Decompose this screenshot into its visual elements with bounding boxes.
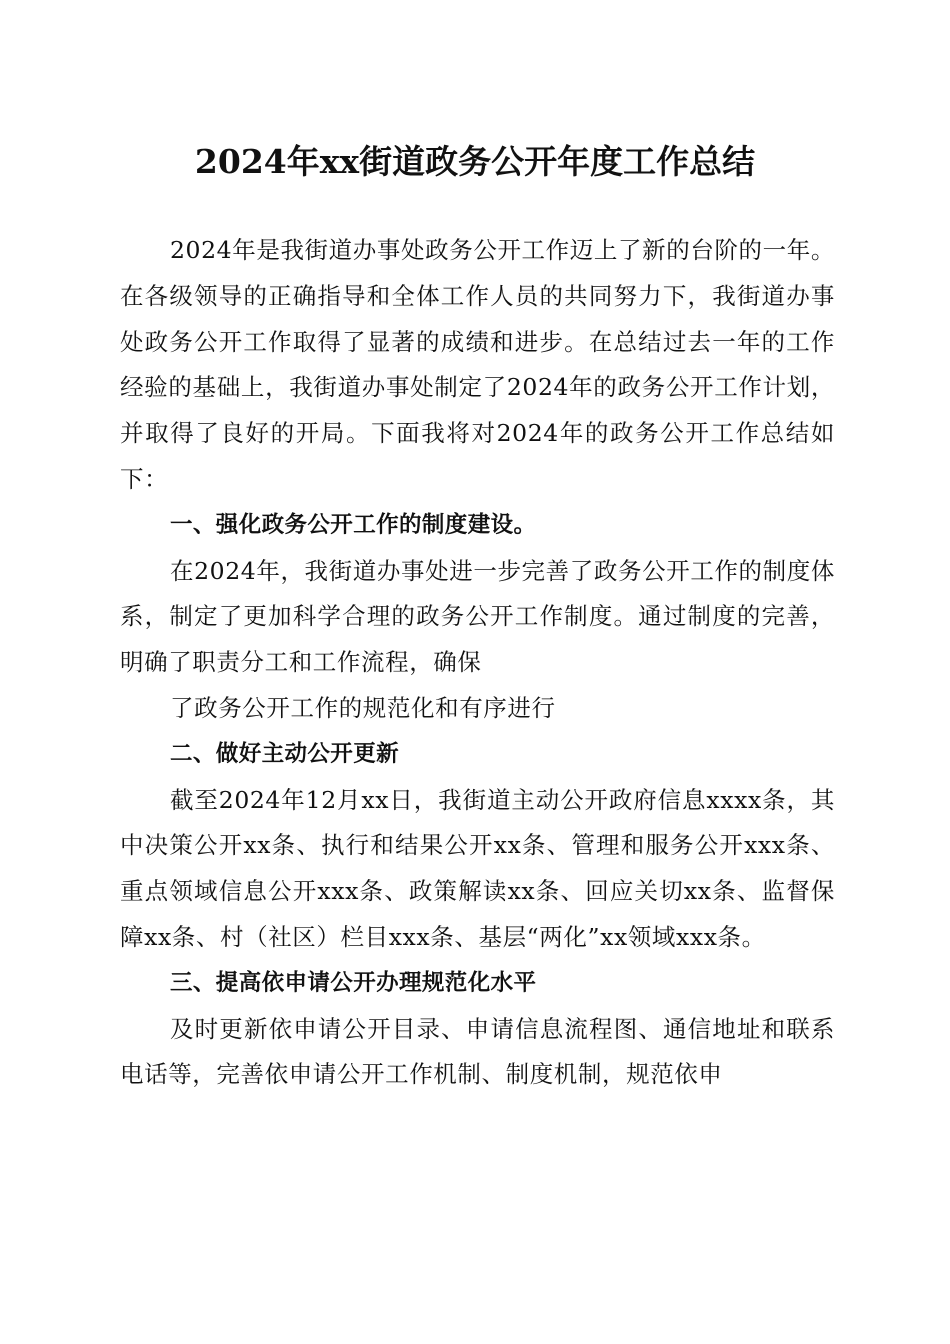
section-2-heading: 二、做好主动公开更新	[170, 740, 400, 767]
document-title: 2024年xx街道政务公开年度工作总结	[194, 142, 756, 181]
document-body	[120, 228, 835, 1098]
section-1-paragraph-continued: 了政务公开工作的规范化和有序进行	[170, 693, 556, 722]
section-3-paragraph: 及时更新依申请公开目录、申请信息流程图、通信地址和联系电话等，完善依申请公开工作机制、制度机制，规范依申	[120, 1014, 835, 1089]
section-1-heading: 一、强化政务公开工作的制度建设。	[170, 511, 537, 538]
section-3-heading: 三、提高依申请公开办理规范化水平	[170, 969, 537, 996]
intro-paragraph: 2024年是我街道办事处政务公开工作迈上了新的台阶的一年。在各级领导的正确指导和全体工作人员的共同努力下，我街道办事处政务公开工作取得了显著的成绩和进步。在总结过去一年的工作经验的基础上，我街道办事处制定了2024年的政务公开工作计划，并取得了良好的开局。下面我将对2024年的政务公开工作总结如下：	[120, 236, 835, 493]
section-1-paragraph: 在2024年，我街道办事处进一步完善了政务公开工作的制度体系，制定了更加科学合理的政务公开工作制度。通过制度的完善，明确了职责分工和工作流程，确保	[120, 556, 835, 677]
section-2-paragraph: 截至2024年12月xx日，我街道主动公开政府信息xxxx条，其中决策公开xx条、执行和结果公开xx条、管理和服务公开xxx条、重点领域信息公开xxx条、政策解读xx条、回应关切xx条、监督保障xx条、村（社区）栏目xxx条、基层“两化”xx领域xxx条。	[120, 785, 835, 951]
